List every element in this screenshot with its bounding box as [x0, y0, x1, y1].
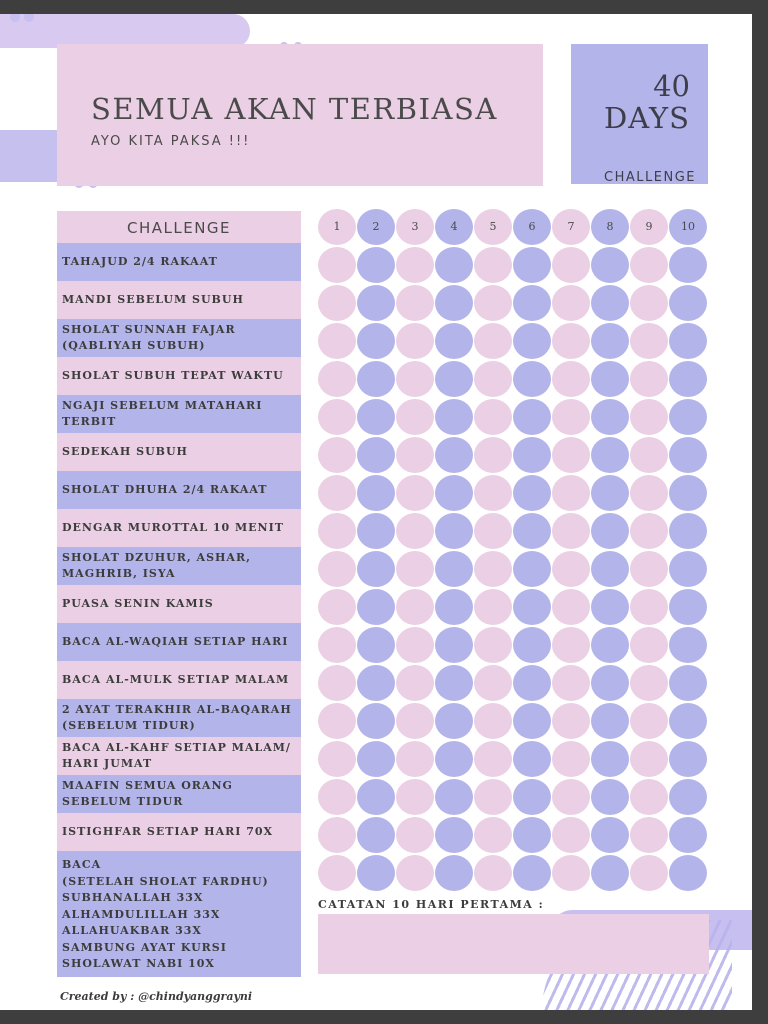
day-checkbox[interactable]	[591, 817, 629, 853]
day-checkbox[interactable]	[357, 285, 395, 321]
challenge-row: MANDI SEBELUM SUBUH	[57, 281, 301, 319]
day-checkbox[interactable]	[552, 589, 590, 625]
day-number-6: 6	[513, 209, 551, 245]
day-checkbox[interactable]	[318, 551, 356, 587]
challenge-row: 2 AYAT TERAKHIR AL-BAQARAH (SEBELUM TIDUR)	[57, 699, 301, 737]
day-checkbox[interactable]	[669, 437, 707, 473]
day-checkbox[interactable]	[357, 551, 395, 587]
day-checkbox[interactable]	[318, 855, 356, 891]
day-checkbox[interactable]	[669, 323, 707, 359]
day-checkbox[interactable]	[552, 361, 590, 397]
day-checkbox[interactable]	[630, 589, 668, 625]
day-checkbox[interactable]	[669, 779, 707, 815]
day-checkbox[interactable]	[669, 247, 707, 283]
day-checkbox[interactable]	[396, 627, 434, 663]
day-checkbox[interactable]	[396, 741, 434, 777]
day-checkbox[interactable]	[396, 399, 434, 435]
challenge-row: MAAFIN SEMUA ORANG SEBELUM TIDUR	[57, 775, 301, 813]
day-checkbox[interactable]	[630, 779, 668, 815]
day-checkbox[interactable]	[435, 437, 473, 473]
day-checkbox[interactable]	[396, 589, 434, 625]
day-checkbox[interactable]	[591, 855, 629, 891]
day-checkbox[interactable]	[630, 741, 668, 777]
day-checkbox[interactable]	[552, 627, 590, 663]
day-checkbox[interactable]	[435, 589, 473, 625]
day-checkbox[interactable]	[318, 475, 356, 511]
day-checkbox[interactable]	[591, 665, 629, 701]
day-checkbox[interactable]	[435, 779, 473, 815]
day-checkbox[interactable]	[513, 589, 551, 625]
day-checkbox[interactable]	[396, 247, 434, 283]
challenge-list	[57, 211, 301, 977]
day-checkbox[interactable]	[474, 855, 512, 891]
day-checkbox[interactable]	[591, 475, 629, 511]
day-checkbox[interactable]	[396, 475, 434, 511]
page-subtitle: AYO KITA PAKSA !!!	[91, 134, 251, 149]
day-checkbox[interactable]	[357, 475, 395, 511]
day-checkbox[interactable]	[552, 551, 590, 587]
day-checkbox[interactable]	[357, 779, 395, 815]
day-checkbox[interactable]	[396, 285, 434, 321]
day-checkbox[interactable]	[357, 817, 395, 853]
day-checkbox[interactable]	[552, 855, 590, 891]
day-checkbox[interactable]	[396, 665, 434, 701]
challenge-row: SHOLAT SUNNAH FAJAR (QABLIYAH SUBUH)	[57, 319, 301, 357]
day-checkbox[interactable]	[318, 627, 356, 663]
day-checkbox[interactable]	[318, 779, 356, 815]
day-checkbox[interactable]	[630, 665, 668, 701]
challenge-row: DENGAR MUROTTAL 10 MENIT	[57, 509, 301, 547]
day-checkbox[interactable]	[357, 247, 395, 283]
days-number: 40	[653, 69, 690, 103]
credit-text: Created by : @chindyanggrayni	[60, 990, 253, 1003]
day-checkbox[interactable]	[318, 741, 356, 777]
day-checkbox[interactable]	[552, 741, 590, 777]
day-checkbox[interactable]	[474, 665, 512, 701]
notes-label: CATATAN 10 HARI PERTAMA :	[318, 898, 545, 911]
day-checkbox[interactable]	[630, 817, 668, 853]
tracker-sheet	[0, 14, 752, 1010]
day-checkbox[interactable]	[396, 855, 434, 891]
day-checkbox[interactable]	[552, 817, 590, 853]
day-checkbox[interactable]	[357, 855, 395, 891]
day-checkbox[interactable]	[474, 703, 512, 739]
challenge-row: BACA AL-WAQIAH SETIAP HARI	[57, 623, 301, 661]
day-checkbox[interactable]	[357, 399, 395, 435]
day-number-10: 10	[669, 209, 707, 245]
day-checkbox[interactable]	[630, 627, 668, 663]
day-checkbox[interactable]	[435, 399, 473, 435]
day-number-7: 7	[552, 209, 590, 245]
decorative-cloud-top	[0, 14, 250, 48]
day-checkbox[interactable]	[396, 703, 434, 739]
day-checkbox[interactable]	[669, 817, 707, 853]
day-checkbox[interactable]	[513, 817, 551, 853]
day-checkbox[interactable]	[591, 589, 629, 625]
day-checkbox[interactable]	[513, 361, 551, 397]
day-checkbox[interactable]	[474, 399, 512, 435]
day-checkbox[interactable]	[630, 399, 668, 435]
page-title: SEMUA AKAN TERBIASA	[91, 92, 498, 126]
day-number-2: 2	[357, 209, 395, 245]
day-checkbox[interactable]	[474, 627, 512, 663]
day-checkbox[interactable]	[552, 323, 590, 359]
challenge-header: CHALLENGE	[57, 211, 301, 243]
day-checkbox[interactable]	[669, 361, 707, 397]
day-checkbox[interactable]	[435, 247, 473, 283]
day-checkbox[interactable]	[669, 513, 707, 549]
day-checkbox[interactable]	[435, 703, 473, 739]
day-checkbox[interactable]	[513, 551, 551, 587]
day-checkbox[interactable]	[435, 475, 473, 511]
day-checkbox[interactable]	[513, 703, 551, 739]
notes-field[interactable]	[318, 914, 709, 974]
day-checkbox[interactable]	[591, 361, 629, 397]
day-checkbox[interactable]	[474, 323, 512, 359]
day-checkbox[interactable]	[474, 741, 512, 777]
day-checkbox[interactable]	[669, 665, 707, 701]
day-checkbox[interactable]	[669, 703, 707, 739]
day-checkbox[interactable]	[318, 513, 356, 549]
day-checkbox[interactable]	[591, 323, 629, 359]
day-checkbox[interactable]	[552, 665, 590, 701]
day-checkbox[interactable]	[357, 627, 395, 663]
day-checkbox[interactable]	[630, 247, 668, 283]
day-checkbox[interactable]	[474, 475, 512, 511]
header-banner	[57, 44, 543, 186]
day-checkbox[interactable]	[552, 703, 590, 739]
day-checkbox[interactable]	[591, 779, 629, 815]
day-checkbox[interactable]	[435, 855, 473, 891]
challenge-row: SEDEKAH SUBUH	[57, 433, 301, 471]
day-checkbox[interactable]	[396, 551, 434, 587]
day-checkbox[interactable]	[552, 437, 590, 473]
day-checkbox[interactable]	[552, 399, 590, 435]
day-checkbox[interactable]	[630, 475, 668, 511]
day-checkbox[interactable]	[591, 741, 629, 777]
day-checkbox[interactable]	[552, 285, 590, 321]
day-checkbox[interactable]	[357, 703, 395, 739]
day-checkbox[interactable]	[669, 285, 707, 321]
day-checkbox[interactable]	[318, 361, 356, 397]
days-word: DAYS	[603, 101, 690, 135]
day-checkbox[interactable]	[591, 551, 629, 587]
challenge-row: TAHAJUD 2/4 RAKAAT	[57, 243, 301, 281]
day-checkbox[interactable]	[396, 437, 434, 473]
day-checkbox[interactable]	[435, 817, 473, 853]
day-checkbox[interactable]	[630, 323, 668, 359]
day-checkbox[interactable]	[552, 513, 590, 549]
day-checkbox[interactable]	[396, 779, 434, 815]
day-checkbox[interactable]	[435, 741, 473, 777]
day-checkbox[interactable]	[591, 627, 629, 663]
day-checkbox[interactable]	[552, 247, 590, 283]
day-checkbox[interactable]	[474, 513, 512, 549]
day-checkbox[interactable]	[669, 551, 707, 587]
challenge-row: ISTIGHFAR SETIAP HARI 70X	[57, 813, 301, 851]
day-checkbox[interactable]	[474, 285, 512, 321]
day-checkbox[interactable]	[318, 323, 356, 359]
day-checkbox[interactable]	[435, 513, 473, 549]
day-checkbox[interactable]	[318, 437, 356, 473]
day-number-8: 8	[591, 209, 629, 245]
day-checkbox[interactable]	[435, 285, 473, 321]
day-checkbox[interactable]	[357, 513, 395, 549]
day-checkbox[interactable]	[318, 665, 356, 701]
day-checkbox[interactable]	[318, 285, 356, 321]
day-checkbox[interactable]	[591, 247, 629, 283]
day-checkbox[interactable]	[591, 513, 629, 549]
day-checkbox[interactable]	[396, 513, 434, 549]
day-checkbox[interactable]	[357, 437, 395, 473]
day-checkbox[interactable]	[396, 817, 434, 853]
day-number-3: 3	[396, 209, 434, 245]
challenge-row: BACA AL-MULK SETIAP MALAM	[57, 661, 301, 699]
challenge-row: NGAJI SEBELUM MATAHARI TERBIT	[57, 395, 301, 433]
day-checkbox[interactable]	[630, 437, 668, 473]
day-checkbox[interactable]	[630, 855, 668, 891]
day-checkbox[interactable]	[435, 361, 473, 397]
day-checkbox[interactable]	[513, 513, 551, 549]
day-checkbox[interactable]	[318, 589, 356, 625]
day-checkbox[interactable]	[474, 361, 512, 397]
day-checkbox[interactable]	[552, 779, 590, 815]
day-checkbox[interactable]	[513, 323, 551, 359]
day-checkbox[interactable]	[513, 399, 551, 435]
day-checkbox[interactable]	[513, 475, 551, 511]
day-checkbox[interactable]	[552, 475, 590, 511]
day-checkbox[interactable]	[513, 437, 551, 473]
day-checkbox[interactable]	[630, 513, 668, 549]
challenge-row: SHOLAT SUBUH TEPAT WAKTU	[57, 357, 301, 395]
day-checkbox[interactable]	[474, 779, 512, 815]
day-checkbox[interactable]	[318, 399, 356, 435]
day-checkbox[interactable]	[435, 627, 473, 663]
day-checkbox[interactable]	[357, 323, 395, 359]
day-checkbox[interactable]	[396, 361, 434, 397]
challenge-row: SHOLAT DHUHA 2/4 RAKAAT	[57, 471, 301, 509]
day-checkbox[interactable]	[435, 665, 473, 701]
day-checkbox[interactable]	[513, 665, 551, 701]
day-checkbox[interactable]	[474, 589, 512, 625]
day-checkbox[interactable]	[513, 627, 551, 663]
day-checkbox[interactable]	[357, 665, 395, 701]
challenge-row: BACA AL-KAHF SETIAP MALAM/ HARI JUMAT	[57, 737, 301, 775]
challenge-row: PUASA SENIN KAMIS	[57, 585, 301, 623]
day-checkbox[interactable]	[513, 855, 551, 891]
day-checkbox[interactable]	[513, 285, 551, 321]
day-number-5: 5	[474, 209, 512, 245]
day-number-1: 1	[318, 209, 356, 245]
challenge-row: SHOLAT DZUHUR, ASHAR, MAGHRIB, ISYA	[57, 547, 301, 585]
day-checkbox[interactable]	[630, 285, 668, 321]
day-checkbox[interactable]	[474, 437, 512, 473]
day-checkbox[interactable]	[318, 817, 356, 853]
day-checkbox[interactable]	[669, 627, 707, 663]
day-number-4: 4	[435, 209, 473, 245]
day-checkbox[interactable]	[435, 551, 473, 587]
day-checkbox[interactable]	[591, 437, 629, 473]
day-checkbox[interactable]	[318, 703, 356, 739]
day-checkbox[interactable]	[591, 703, 629, 739]
day-checkbox[interactable]	[318, 247, 356, 283]
day-checkbox[interactable]	[669, 855, 707, 891]
day-checkbox[interactable]	[474, 551, 512, 587]
day-checkbox[interactable]	[357, 361, 395, 397]
day-checkbox[interactable]	[357, 741, 395, 777]
day-checkbox[interactable]	[357, 589, 395, 625]
day-checkbox[interactable]	[396, 323, 434, 359]
day-checkbox[interactable]	[513, 741, 551, 777]
day-checkbox[interactable]	[474, 247, 512, 283]
day-checkbox[interactable]	[435, 323, 473, 359]
day-checkbox[interactable]	[669, 475, 707, 511]
day-checkbox[interactable]	[591, 285, 629, 321]
day-checkbox[interactable]	[513, 247, 551, 283]
day-checkbox[interactable]	[474, 817, 512, 853]
challenge-row: BACA (SETELAH SHOLAT FARDHU) SUBHANALLAH 33X ALHAMDULILLAH 33X ALLAHUAKBAR 33X SAMBUNG AYAT KURSI SHOLAWAT NABI 10X	[57, 851, 301, 977]
day-number-9: 9	[630, 209, 668, 245]
day-checkbox[interactable]	[591, 399, 629, 435]
day-checkbox[interactable]	[669, 589, 707, 625]
day-checkbox[interactable]	[513, 779, 551, 815]
day-checkbox[interactable]	[630, 551, 668, 587]
days-label: CHALLENGE	[604, 170, 696, 185]
days-badge	[571, 44, 708, 184]
day-checkbox[interactable]	[630, 361, 668, 397]
day-checkbox[interactable]	[669, 399, 707, 435]
day-checkbox[interactable]	[669, 741, 707, 777]
day-checkbox[interactable]	[630, 703, 668, 739]
